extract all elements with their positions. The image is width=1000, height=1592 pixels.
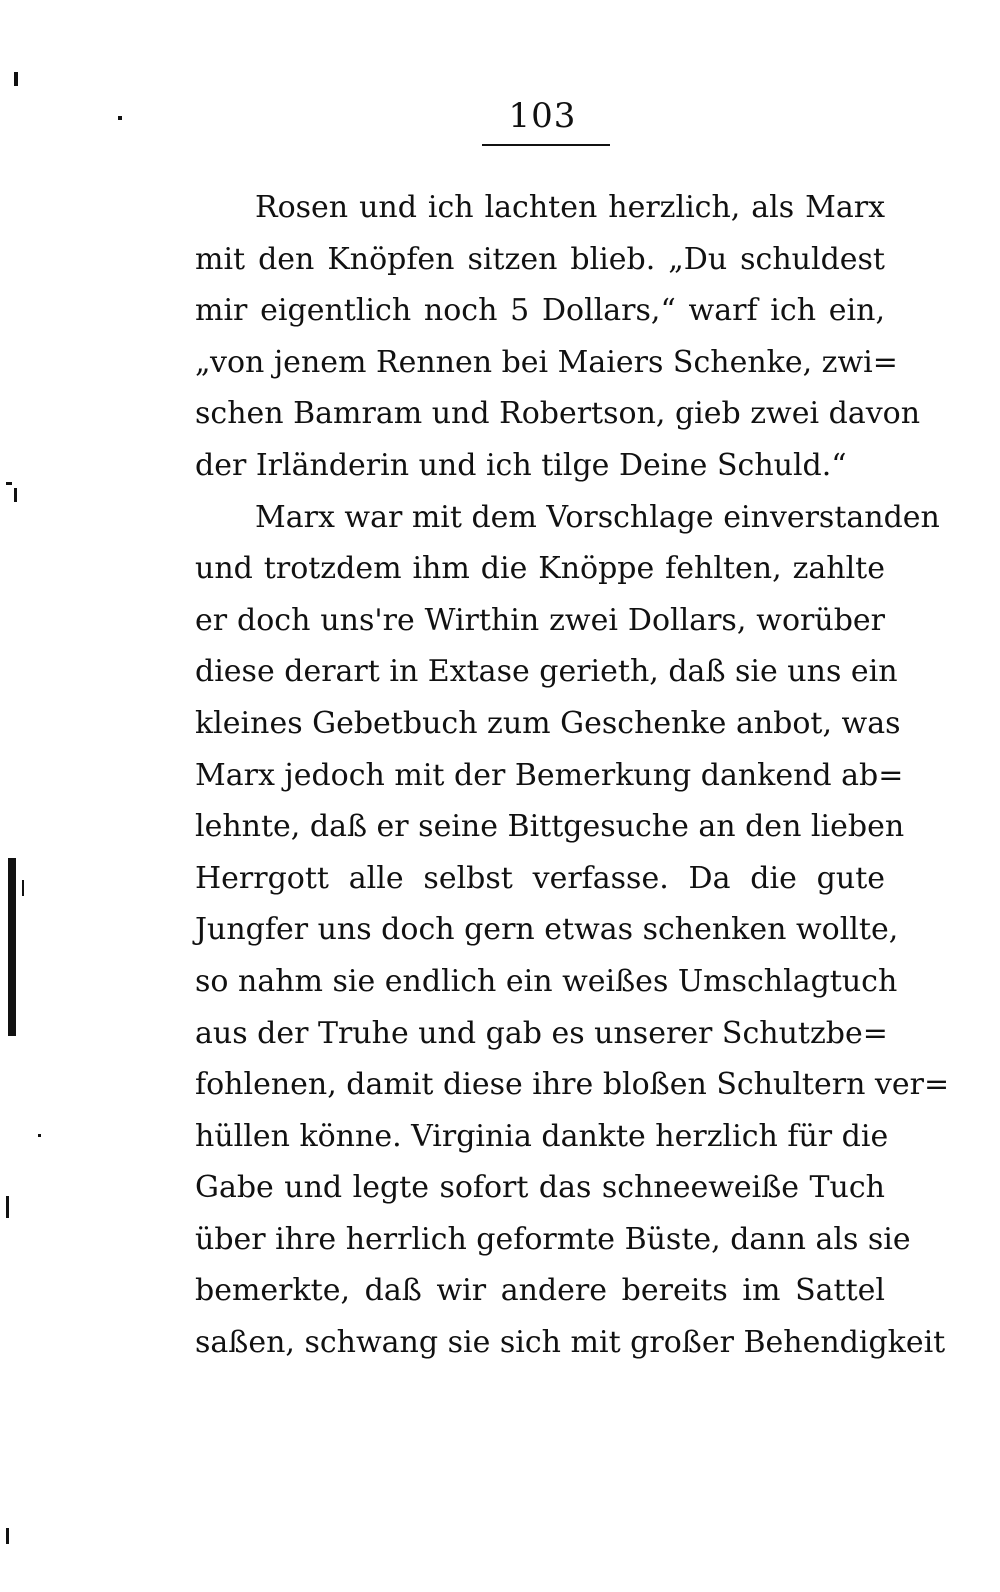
text-line: „von jenem Rennen bei Maiers Schenke, zwi= bbox=[195, 344, 898, 380]
scan-mark bbox=[118, 116, 122, 120]
body-text bbox=[195, 182, 950, 1369]
text-line: diese derart in Extase gerieth, daß sie uns ein bbox=[195, 654, 898, 690]
text-line: schen Bamram und Robertson, gieb zwei davon bbox=[195, 396, 921, 432]
text-line: saßen, schwang sie sich mit großer Behendigkeit bbox=[195, 1325, 946, 1361]
text-line: Marx jedoch mit der Bemerkung dankend ab= bbox=[195, 757, 904, 793]
header-rule bbox=[482, 144, 610, 146]
page-number: 103 bbox=[508, 96, 577, 136]
scan-mark bbox=[8, 858, 16, 1036]
text-line: mit den Knöpfen sitzen blieb. „Du schuldest bbox=[195, 241, 885, 277]
scan-mark bbox=[6, 1528, 9, 1544]
text-line: lehnte, daß er seine Bittgesuche an den lieben bbox=[195, 809, 905, 845]
text-line: Jungfer uns doch gern etwas schenken wollte, bbox=[195, 912, 899, 948]
text-line: kleines Gebetbuch zum Geschenke anbot, was bbox=[195, 705, 901, 741]
text-line: fohlenen, damit diese ihre bloßen Schultern ver= bbox=[195, 1067, 950, 1103]
text-line: Rosen und ich lachten herzlich, als Marx bbox=[255, 190, 885, 225]
scan-mark bbox=[6, 482, 12, 485]
text-line: Marx war mit dem Vorschlage einverstanden bbox=[255, 499, 940, 535]
text-line: aus der Truhe und gab es unserer Schutzbe= bbox=[195, 1015, 888, 1051]
scan-mark bbox=[14, 488, 17, 502]
text-line: so nahm sie endlich ein weißes Umschlagtuch bbox=[195, 963, 898, 999]
scan-mark bbox=[22, 880, 24, 896]
scan-mark bbox=[6, 1196, 9, 1218]
text-line: Gabe und legte sofort das schneeweiße Tuch bbox=[195, 1170, 885, 1206]
text-line: hüllen könne. Virginia dankte herzlich für die bbox=[195, 1118, 889, 1154]
text-line: mir eigentlich noch 5 Dollars,“ warf ich ein, bbox=[195, 293, 885, 329]
text-line: er doch uns're Wirthin zwei Dollars, worüber bbox=[195, 602, 885, 638]
text-line: und trotzdem ihm die Knöppe fehlten, zahlte bbox=[195, 551, 885, 587]
text-line: Herrgott alle selbst verfasse. Da die gute bbox=[195, 860, 885, 896]
text-line: der Irländerin und ich tilge Deine Schuld.“ bbox=[195, 447, 847, 483]
text-line: bemerkte, daß wir andere bereits im Sattel bbox=[195, 1273, 885, 1309]
text-line: über ihre herrlich geformte Büste, dann als sie bbox=[195, 1221, 911, 1257]
scan-mark bbox=[14, 72, 18, 86]
scan-mark bbox=[38, 1134, 41, 1137]
